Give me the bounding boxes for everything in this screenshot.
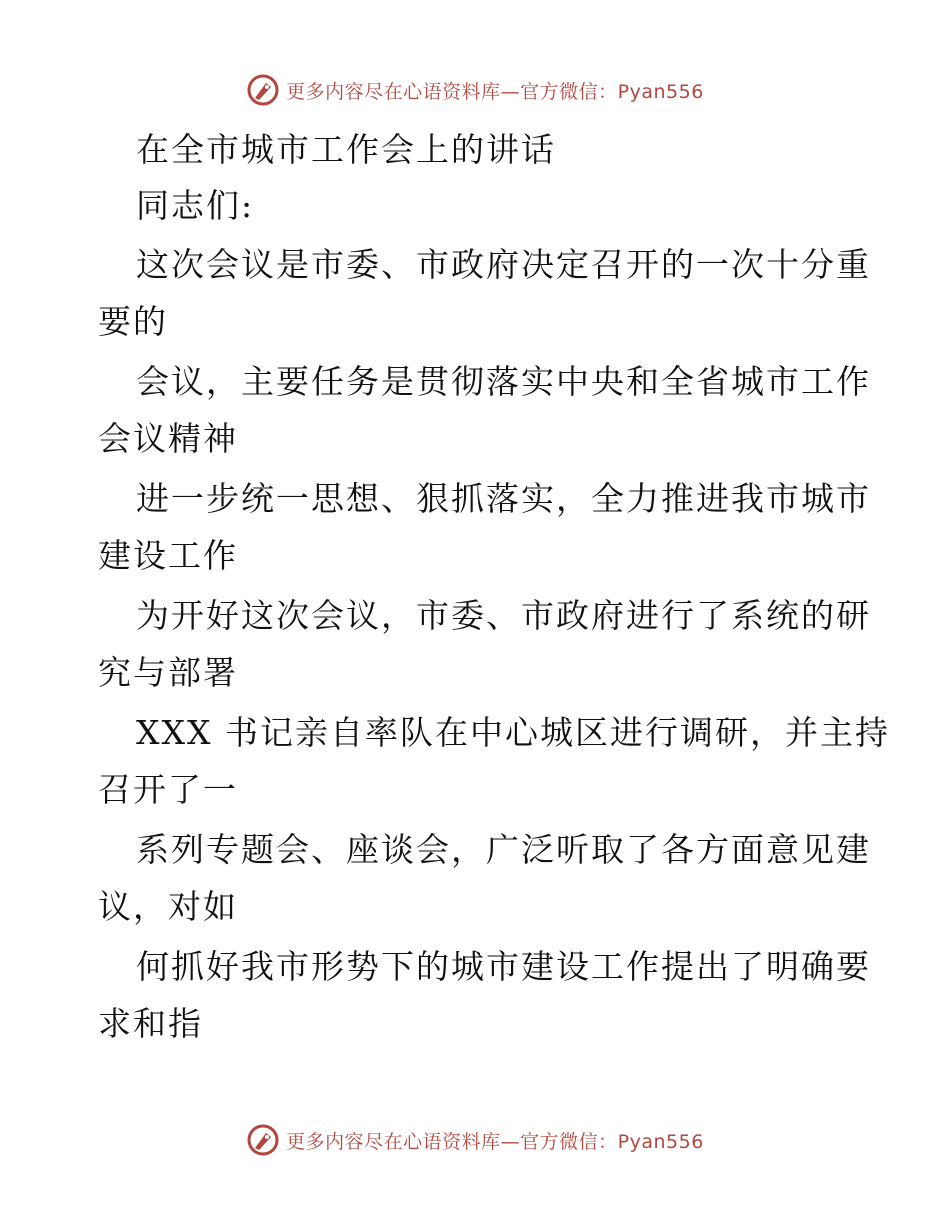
paragraph-line: 为开好这次会议，市委、市政府进行了系统的研	[136, 596, 871, 635]
footer-banner	[0, 1120, 950, 1160]
paragraph-line: 求和指	[98, 1004, 203, 1043]
paragraph-line: 会议精神	[98, 419, 238, 458]
document-title: 在全市城市工作会上的讲话	[136, 130, 556, 169]
paragraph-line: 召开了一	[98, 770, 238, 809]
paragraph-line: 建设工作	[98, 536, 238, 575]
salutation: 同志们:	[136, 186, 255, 225]
paragraph-line: 要的	[98, 302, 168, 341]
header-banner	[0, 70, 950, 110]
paragraph-line: 究与部署	[98, 653, 238, 692]
paragraph-line: 何抓好我市形势下的城市建设工作提出了明确要	[136, 947, 871, 986]
paragraph-line: 议，对如	[98, 887, 238, 926]
banner-text: 更多内容尽在心语资料库—官方微信：Pyan556	[286, 80, 704, 103]
paragraph-line: XXX 书记亲自率队在中心城区进行调研，并主持	[136, 713, 890, 752]
banner-text: 更多内容尽在心语资料库—官方微信：Pyan556	[286, 1130, 704, 1153]
paragraph-line: 进一步统一思想、狠抓落实，全力推进我市城市	[136, 479, 871, 518]
pen-nib-circle-icon	[246, 73, 280, 107]
pen-nib-circle-icon	[246, 1123, 280, 1157]
paragraph-line: 会议，主要任务是贯彻落实中央和全省城市工作	[136, 362, 871, 401]
paragraph-line: 系列专题会、座谈会，广泛听取了各方面意见建	[136, 830, 871, 869]
paragraph-line: 这次会议是市委、市政府决定召开的一次十分重	[136, 245, 871, 284]
